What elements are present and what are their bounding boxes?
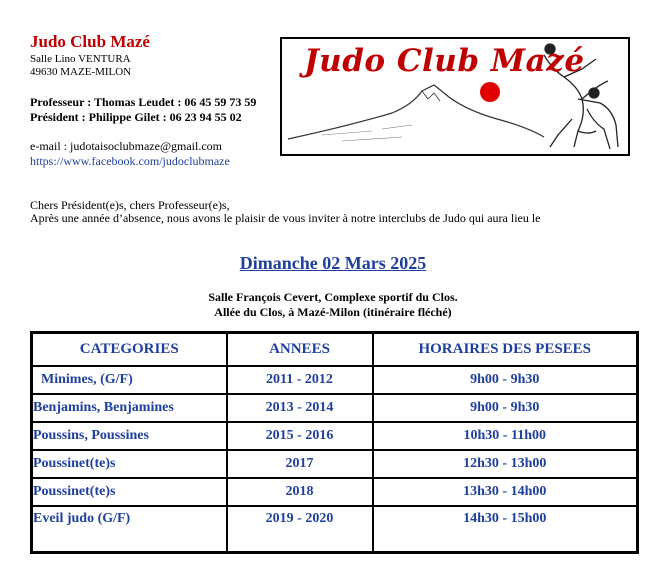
president-contact: Président : Philippe Gilet : 06 23 94 55 02: [30, 110, 242, 124]
venue-line-1: Salle François Cevert, Complexe sportif du Clos.: [208, 290, 458, 304]
table-row: [32, 422, 638, 450]
address-line-2: 49630 MAZE-MILON: [30, 66, 132, 78]
event-date: Dimanche 02 Mars 2025: [239, 253, 427, 273]
table-row: [32, 366, 638, 394]
facebook-link[interactable]: https://www.facebook.com/judoclubmaze: [30, 154, 230, 168]
cell-category: Poussinet(te)s: [32, 450, 227, 478]
cell-category: Benjamins, Benjamines: [32, 394, 227, 422]
cell-category: Eveil judo (G/F): [32, 506, 227, 553]
intro-greeting: Chers Président(e)s, chers Professeur(e)s,: [30, 198, 230, 212]
club-logo: [280, 37, 630, 156]
cell-years: 2013 - 2014: [227, 394, 373, 422]
cell-years: 2018: [227, 478, 373, 506]
cell-category: Poussinet(te)s: [32, 478, 227, 506]
header-horaires: HORAIRES DES PESEES: [373, 333, 638, 367]
table-row: [32, 506, 638, 553]
mountain-icon: [288, 85, 544, 139]
cell-weigh-in: 9h00 - 9h30: [373, 366, 638, 394]
cell-years: 2019 - 2020: [227, 506, 373, 553]
cell-weigh-in: 13h30 - 14h00: [373, 478, 638, 506]
sun-icon: [480, 82, 500, 102]
table-row: [32, 394, 638, 422]
logo-text: Judo Club Mazé: [304, 43, 585, 79]
header-annees: ANNEES: [227, 333, 373, 367]
table-header-row: [32, 333, 638, 367]
address-line-1: Salle Lino VENTURA: [30, 53, 131, 65]
cell-weigh-in: 14h30 - 15h00: [373, 506, 638, 553]
cell-category: Minimes, (G/F): [32, 366, 227, 394]
schedule-table: [30, 331, 639, 554]
cell-years: 2011 - 2012: [227, 366, 373, 394]
header-categories: CATEGORIES: [32, 333, 227, 367]
cell-weigh-in: 10h30 - 11h00: [373, 422, 638, 450]
cell-weigh-in: 12h30 - 13h00: [373, 450, 638, 478]
email-contact: e-mail : judotaisoclubmaze@gmail.com: [30, 139, 222, 153]
venue-line-2: Allée du Clos, à Mazé-Milon (itinéraire fléché): [214, 305, 452, 319]
cell-years: 2015 - 2016: [227, 422, 373, 450]
professeur-contact: Professeur : Thomas Leudet : 06 45 59 73 59: [30, 95, 257, 109]
cell-weigh-in: 9h00 - 9h30: [373, 394, 638, 422]
table-row: [32, 478, 638, 506]
club-name: Judo Club Mazé: [30, 32, 150, 51]
intro-body: Après une année d’absence, nous avons le plaisir de vous inviter à notre interclubs de Judo qui aura lieu le: [30, 211, 541, 225]
cell-category: Poussins, Poussines: [32, 422, 227, 450]
cell-years: 2017: [227, 450, 373, 478]
table-row: [32, 450, 638, 478]
